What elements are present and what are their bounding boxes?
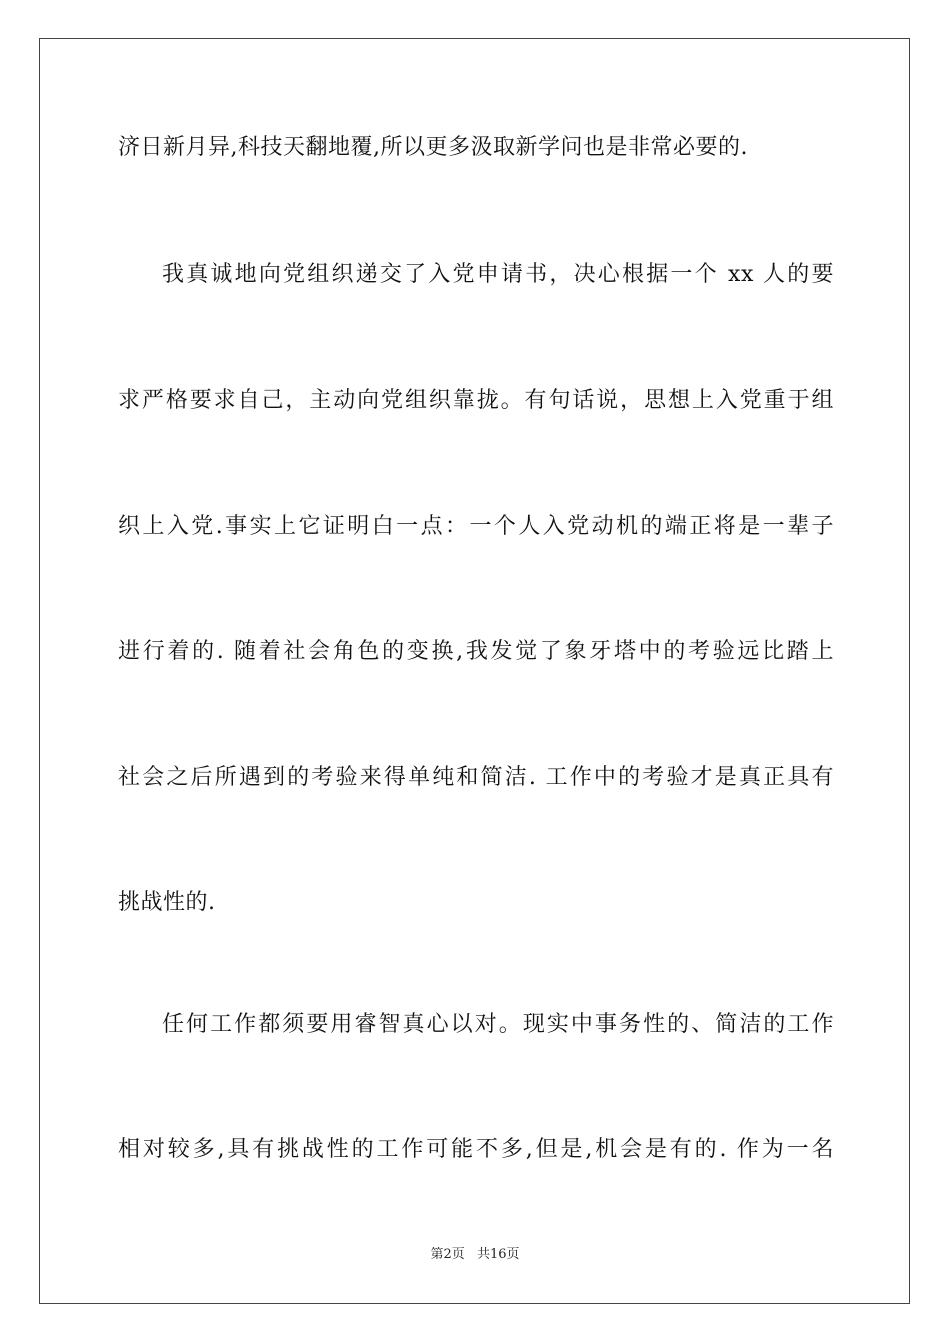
page-footer — [0, 1246, 950, 1264]
text-line: 进行着的. 随着社会角色的变换,我发觉了象牙塔中的考验远比踏上 — [118, 639, 834, 664]
text-line: 相对较多,具有挑战性的工作可能不多,但是,机会是有的. 作为一名 — [118, 1137, 834, 1162]
text-line: 求严格要求自己，主动向党组织靠拢。有句话说，思想上入党重于组 — [118, 388, 834, 413]
page-number: 第2页 — [430, 1247, 465, 1262]
page-total: 共16页 — [476, 1247, 520, 1262]
text-line: 织上入党.事实上它证明白一点：一个人入党动机的端正将是一辈子 — [118, 514, 834, 539]
text-line: 济日新月异,科技天翻地覆,所以更多汲取新学问也是非常必要的. — [118, 135, 748, 160]
text-line: 挑战性的. — [118, 890, 216, 915]
text-line: 我真诚地向党组织递交了入党申请书，决心根据一个 xx 人的要 — [162, 262, 834, 287]
text-line: 任何工作都须要用睿智真心以对。现实中事务性的、简洁的工作 — [162, 1012, 834, 1037]
text-line: 社会之后所遇到的考验来得单纯和简洁. 工作中的考验才是真正具有 — [118, 765, 834, 790]
page-border — [39, 38, 910, 1304]
